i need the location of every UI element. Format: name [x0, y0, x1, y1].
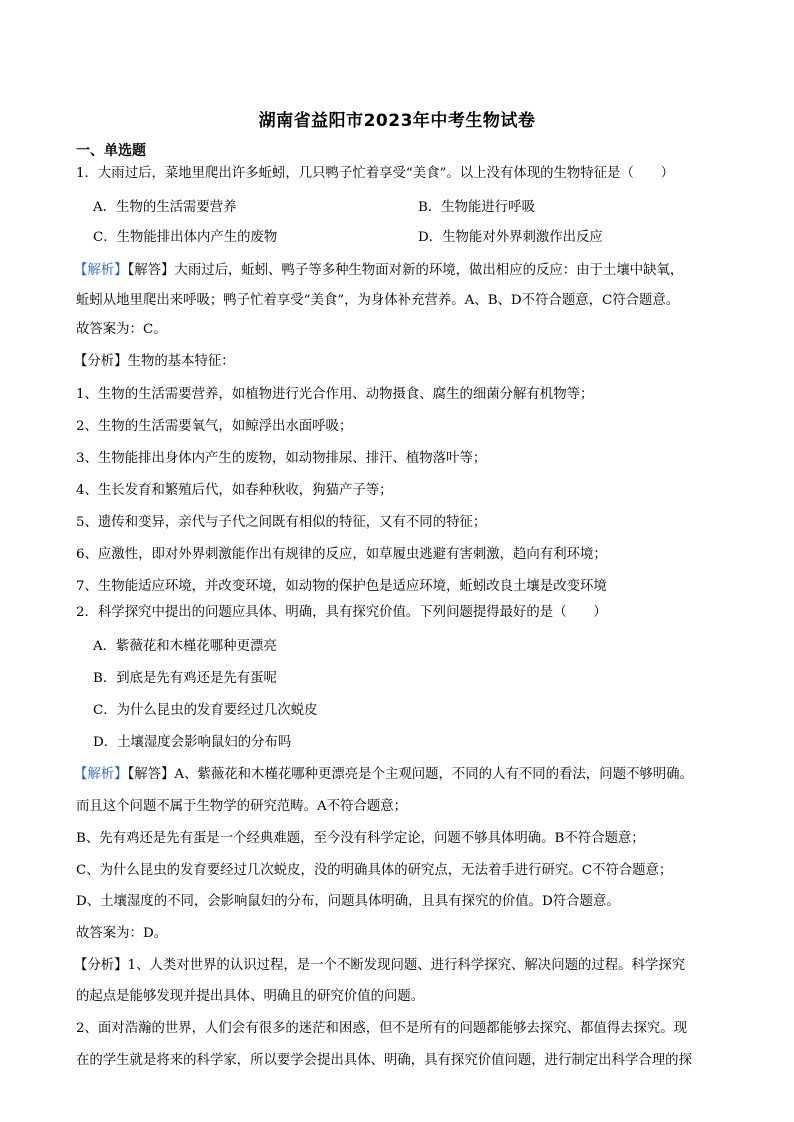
- q2-analysis-line: 2、面对浩瀚的世界，人们会有很多的迷茫和困惑，但不是所有的问题都能够去探究、都值得去探究。现: [76, 1021, 688, 1036]
- q1-option-d: D．生物能对外界刺激作出反应: [418, 230, 603, 245]
- q2-option-c: C．为什么昆虫的发育要经过几次蜕皮: [93, 703, 318, 718]
- q2-analysis-line: 的起点是能够发现并提出具体、明确且的研究价值的问题。: [76, 989, 425, 1004]
- q2-option-a: A．紫薇花和木槿花哪种更漂亮: [93, 639, 277, 654]
- question-1-stem: 1．大雨过后，菜地里爬出许多蚯蚓，几只鸭子忙着享受“美食”。以上没有体现的生物特征是（ ）: [76, 166, 675, 181]
- q2-option-d: D．土壤湿度会影响鼠妇的分布吗: [93, 735, 292, 750]
- q1-analysis-line: 7、生物能适应环境，并改变环境，如动物的保护色是适应环境，蚯蚓改良土壤是改变环境: [76, 579, 607, 594]
- q2-analysis-line: C、为什么昆虫的发育要经过几次蜕皮，没的明确具体的研究点，无法着手进行研究。C不符合题意；: [76, 863, 673, 878]
- q1-analysis-line: 3、生物能排出身体内产生的废物，如动物排尿、排汗、植物落叶等；: [76, 451, 487, 466]
- q2-analysis-line: D、土壤湿度的不同，会影响鼠妇的分布，问题具体明确，且具有探究的价值。D符合题意。: [76, 894, 620, 909]
- q1-option-b: B．生物能进行呼吸: [418, 200, 535, 215]
- q1-option-c: C．生物能排出体内产生的废物: [93, 230, 278, 245]
- section-heading: 一、单选题: [76, 143, 146, 159]
- page-title: 湖南省益阳市2023年中考生物试卷: [258, 111, 536, 131]
- q1-option-a: A．生物的生活需要营养: [93, 200, 237, 215]
- analysis-tag: 【解析】: [74, 263, 128, 278]
- q2-analysis-line: 【解析】【解答】A、紫薇花和木槿花哪种更漂亮是个主观问题，不同的人有不同的看法，问题不够明确。: [74, 767, 693, 782]
- q1-analysis-line: 4、生长发育和繁殖后代，如春种秋收，狗猫产子等；: [76, 483, 393, 498]
- q1-analysis-line: 1、生物的生活需要营养，如植物进行光合作用、动物摄食、腐生的细菌分解有机物等；: [76, 387, 594, 402]
- q2-analysis-line: 在的学生就是将来的科学家，所以要学会提出具体、明确，具有探究价值问题，进行制定出科学合理的探: [76, 1053, 692, 1068]
- q2-analysis-line: B、先有鸡还是先有蛋是一个经典难题，至今没有科学定论，问题不够具体明确。B不符合题意；: [76, 831, 645, 846]
- q1-analysis-line: 5、遗传和变异，亲代与子代之间既有相似的特征，又有不同的特征；: [76, 515, 487, 530]
- analysis-tag: 【解析】: [74, 767, 128, 782]
- q2-analysis-line: 而且这个问题不属于生物学的研究范畴。A不符合题意；: [76, 799, 408, 814]
- q1-analysis-line: 【解析】【解答】大雨过后，蚯蚓、鸭子等多种生物面对新的环境，做出相应的反应：由于土壤中缺氧，: [74, 263, 684, 278]
- q1-analysis-line: 2、生物的生活需要氧气，如鲸浮出水面呼吸；: [76, 419, 353, 434]
- q1-analysis-line: 故答案为：C。: [76, 322, 167, 337]
- q1-analysis-line: 【分析】生物的基本特征：: [74, 354, 235, 369]
- q2-analysis-line: 故答案为：D。: [76, 926, 168, 941]
- q1-analysis-line: 6、应激性，即对外界刺激能作出有规律的反应，如草履虫逃避有害刺激，趋向有利环境；: [76, 547, 607, 562]
- q1-analysis-line: 蚯蚓从地里爬出来呼吸；鸭子忙着享受“美食”，为身体补充营养。A、B、D不符合题意，C符合题意。: [76, 293, 680, 308]
- q2-analysis-line: 【分析】1、人类对世界的认识过程，是一个不断发现问题、进行科学探究、解决问题的过程。科学探究: [74, 958, 686, 973]
- q2-option-b: B．到底是先有鸡还是先有蛋呢: [93, 671, 277, 686]
- question-2-stem: 2．科学探究中提出的问题应具体、明确，具有探究价值。下列问题提得最好的是（ ）: [76, 605, 607, 620]
